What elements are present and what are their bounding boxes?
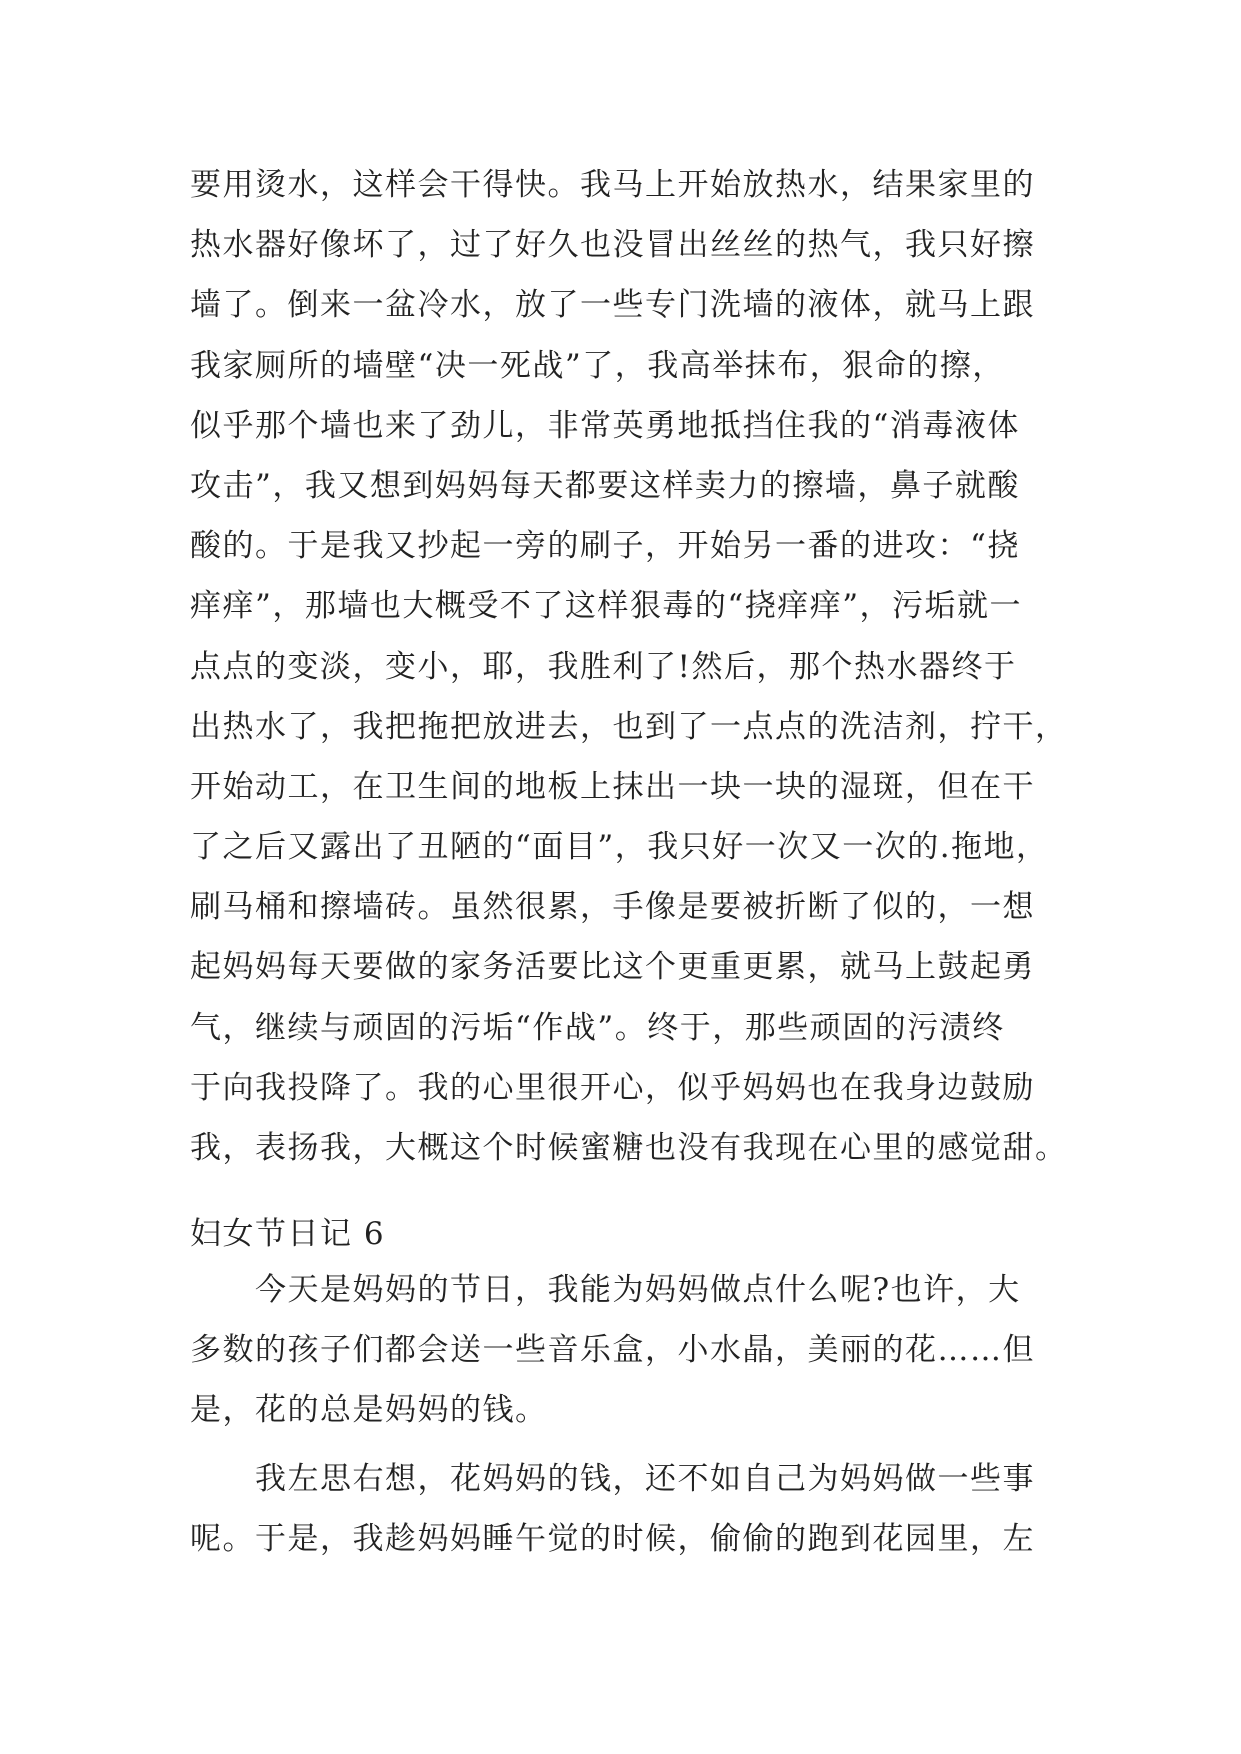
text-line: 痒痒”，那墙也大概受不了这样狠毒的“挠痒痒”，污垢就一 (190, 588, 1023, 625)
text-line: 我左思右想，花妈妈的钱，还不如自己为妈妈做一些事 (190, 1460, 1035, 1497)
text-line: 起妈妈每天要做的家务活要比这个更重更累，就马上鼓起勇 (190, 949, 1035, 986)
text-line: 热水器好像坏了，过了好久也没冒出丝丝的热气，我只好擦 (190, 227, 1035, 264)
text-line: 点点的变淡，变小，耶，我胜利了!然后，那个热水器终于 (190, 648, 1017, 685)
text-line: 多数的孩子们都会送一些音乐盒，小水晶，美丽的花……但 (190, 1332, 1035, 1369)
text-line: 了之后又露出了丑陋的“面目”，我只好一次又一次的.拖地， (190, 829, 1049, 866)
text-line: 似乎那个墙也来了劲儿，非常英勇地抵挡住我的“消毒液体 (190, 407, 1020, 444)
paragraph (190, 1449, 1070, 1569)
section-heading: 妇女节日记 6 (190, 1216, 386, 1252)
text-line: 气，继续与顽固的污垢“作战”。终于，那些顽固的污渍终 (190, 1009, 1005, 1046)
text-line: 于向我投降了。我的心里很开心，似乎妈妈也在我身边鼓励 (190, 1069, 1035, 1106)
text-line: 攻击”，我又想到妈妈每天都要这样卖力的擦墙，鼻子就酸 (190, 467, 1020, 504)
text-line: 呢。于是，我趁妈妈睡午觉的时候，偷偷的跑到花园里，左 (190, 1520, 1035, 1557)
text-line: 刷马桶和擦墙砖。虽然很累，手像是要被折断了似的，一想 (190, 889, 1035, 926)
text-line: 我，表扬我，大概这个时候蜜糖也没有我现在心里的感觉甜。 (190, 1130, 1068, 1166)
text-line: 酸的。于是我又抄起一旁的刷子，开始另一番的进攻：“挠 (190, 528, 1020, 565)
continued-paragraph (190, 155, 1070, 1178)
text-line: 出热水了，我把拖把放进去，也到了一点点的洗洁剂，拧干， (190, 708, 1068, 745)
text-line: 开始动工，在卫生间的地板上抹出一块一块的湿斑，但在干 (190, 768, 1035, 805)
text-line: 要用烫水，这样会干得快。我马上开始放热水，结果家里的 (190, 167, 1035, 203)
text-line: 今天是妈妈的节日，我能为妈妈做点什么呢?也许，大 (190, 1272, 1021, 1308)
text-line: 我家厕所的墙壁“决一死战”了，我高举抹布，狠命的擦， (190, 347, 1005, 384)
text-line: 墙了。倒来一盆冷水，放了一些专门洗墙的液体，就马上跟 (190, 287, 1035, 324)
section-body (190, 1260, 1070, 1569)
text-line: 是，花的总是妈妈的钱。 (190, 1392, 548, 1429)
paragraph (190, 1260, 1070, 1441)
